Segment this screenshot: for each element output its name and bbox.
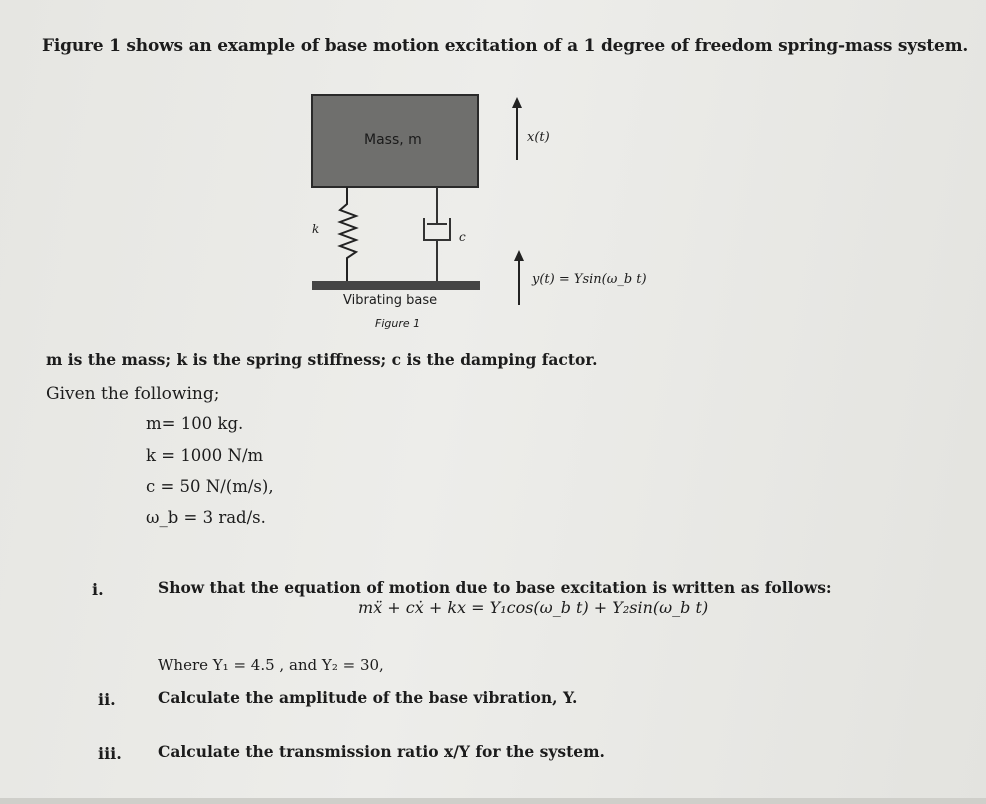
question-1-number: i. [92, 580, 104, 599]
question-2-text: Calculate the amplitude of the base vibration, Y. [158, 688, 578, 707]
damper-icon [424, 187, 450, 281]
y-label: y(t) = Ysin(ω_b t) [532, 272, 647, 287]
question-1-text: Show that the equation of motion due to base excitation is written as follows: [158, 578, 832, 597]
where-values: Where Y₁ = 4.5 , and Y₂ = 30, [158, 656, 384, 674]
question-3-number: iii. [98, 744, 122, 763]
vibrating-base [312, 281, 480, 290]
figure-caption: Figure 1 [375, 317, 421, 330]
spring-icon [340, 187, 356, 281]
spring-mass-figure [0, 0, 986, 340]
given-frequency: ω_b = 3 rad/s. [146, 508, 266, 527]
given-stiffness: k = 1000 N/m [146, 446, 264, 465]
question-2-number: ii. [98, 690, 116, 709]
given-mass: m= 100 kg. [146, 414, 244, 433]
y-arrow-icon [514, 250, 524, 305]
c-label: c [459, 230, 466, 244]
question-3-text: Calculate the transmission ratio x/Y for the system. [158, 742, 605, 761]
given-damping: c = 50 N/(m/s), [146, 477, 274, 496]
equation-of-motion: mẍ + cẋ + kx = Y₁cos(ω_b t) + Y₂sin(ω_b t) [358, 598, 709, 617]
mass-label: Mass, m [364, 132, 422, 148]
given-header: Given the following; [46, 384, 220, 404]
page-edge [0, 798, 986, 804]
k-label: k [312, 222, 320, 236]
intro-text: Figure 1 shows an example of base motion excitation of a 1 degree of freedom spring-mass system. [42, 36, 969, 56]
base-label: Vibrating base [343, 293, 438, 308]
x-arrow-icon [512, 97, 522, 160]
description: m is the mass; k is the spring stiffness; c is the damping factor. [46, 350, 598, 369]
x-label: x(t) [527, 130, 550, 145]
